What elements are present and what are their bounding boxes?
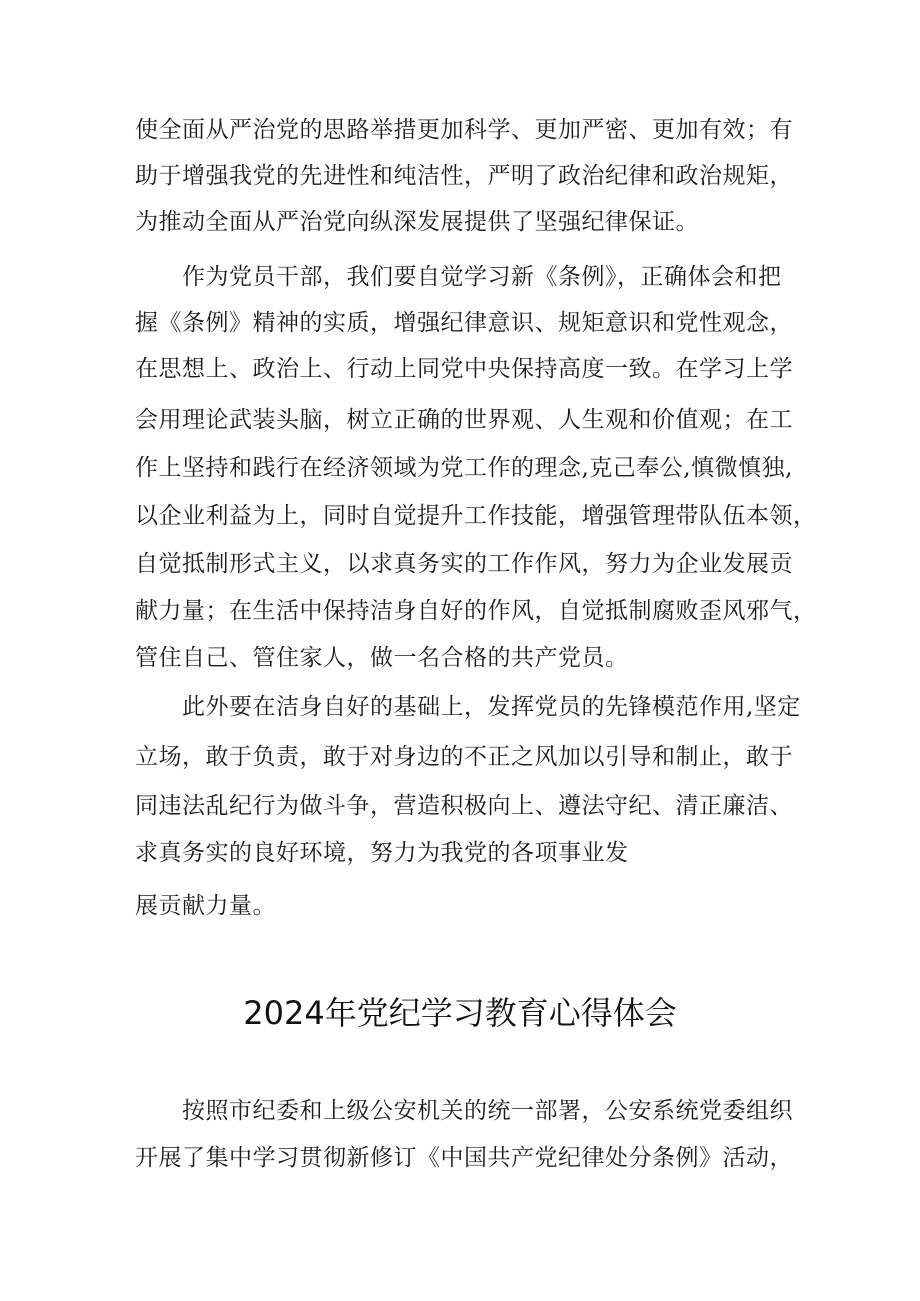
paragraph-line: 立场，敢于负责，敢于对身边的不正之风加以引导和制止，敢于 bbox=[135, 744, 793, 770]
paragraph-line: 自觉抵制形式主义，以求真务实的工作作风，努力为企业发展贡 bbox=[135, 551, 793, 577]
paragraph-line: 作上坚持和践行在经济领域为党工作的理念,克己奉公,慎微慎独, bbox=[135, 455, 793, 481]
paragraph-line: 同违法乱纪行为做斗争，营造积极向上、遵法守纪、清正廉洁、 bbox=[135, 793, 793, 819]
paragraph-line: 握《条例》精神的实质，增强纪律意识、规矩意识和党性观念， bbox=[135, 310, 793, 336]
paragraph-line: 使全面从严治党的思路举措更加科学、更加严密、更加有效；有 bbox=[135, 117, 793, 143]
paragraph-line: 会用理论武装头脑，树立正确的世界观、人生观和价值观；在工 bbox=[135, 407, 793, 433]
paragraph-line: 献力量；在生活中保持洁身自好的作风，自觉抵制腐败歪风邪气， bbox=[135, 598, 817, 624]
article-title: 2024年党纪学习教育心得体会 bbox=[243, 994, 677, 1032]
paragraph-line: 开展了集中学习贯彻新修订《中国共产党纪律处分条例》活动， bbox=[135, 1145, 793, 1171]
paragraph-first-line: 作为党员干部，我们要自觉学习新《条例》，正确体会和把 bbox=[182, 264, 782, 290]
paragraph-first-line: 此外要在洁身自好的基础上，发挥党员的先锋模范作用,坚定 bbox=[182, 694, 801, 720]
paragraph-first-line: 按照市纪委和上级公安机关的统一部署，公安系统党委组织 bbox=[182, 1098, 793, 1124]
paragraph-line: 管住自己、管住家人，做一名合格的共产党员。 bbox=[135, 645, 629, 671]
paragraph-line: 在思想上、政治上、行动上同党中央保持高度一致。在学习上学 bbox=[135, 356, 793, 382]
paragraph-line: 助于增强我党的先进性和纯洁性，严明了政治纪律和政治规矩， bbox=[135, 163, 793, 189]
paragraph-line: 为推动全面从严治党向纵深发展提供了坚强纪律保证。 bbox=[135, 209, 699, 235]
paragraph-line: 求真务实的良好环境，努力为我党的各项事业发 bbox=[135, 840, 629, 866]
paragraph-line: 以企业利益为上，同时自觉提升工作技能，增强管理带队伍本领， bbox=[135, 503, 817, 529]
paragraph-line: 展贡献力量。 bbox=[135, 893, 276, 919]
